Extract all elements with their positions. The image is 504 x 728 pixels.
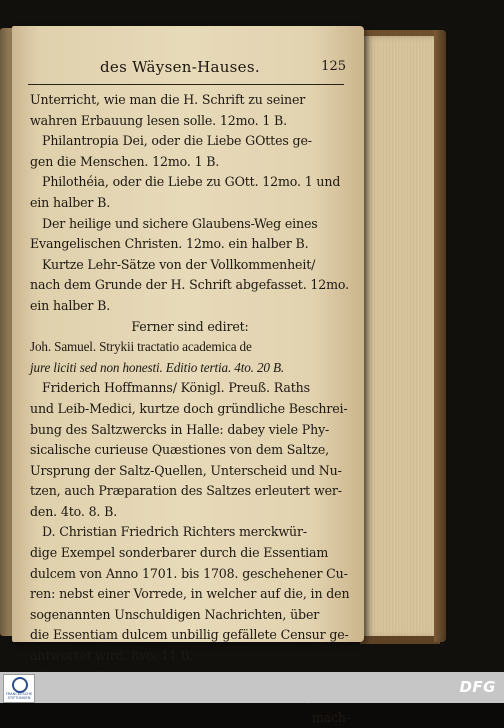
text-line: dige Exempel sonderbarer durch die Essentiam — [30, 545, 329, 561]
running-head: des Wäysen-Hauses. — [100, 58, 260, 76]
text-line: Der heilige und sichere Glaubens-Weg eines — [42, 215, 318, 231]
text-line: antwortet wird. 8vo. 11 B. — [30, 648, 194, 664]
text-line: wahren Erbauung lesen solle. 12mo. 1 B. — [30, 112, 287, 128]
text-line: jure liciti sed non honesti. Editio tertia. 4to. 20 B. — [30, 359, 285, 375]
book-cover-bottom — [360, 636, 440, 644]
text-line: sicalische curieuse Quæstiones von dem Saltze, — [30, 442, 330, 458]
section-heading: Ferner sind ediret: — [131, 318, 249, 334]
text-line: ein halber B. — [30, 297, 111, 313]
text-line: den. 4to. 8. B. — [30, 503, 118, 519]
text-line: Evangelischen Christen. 12mo. ein halber B. — [30, 236, 309, 252]
text-line: D. Christian Friedrich Richters merckwür- — [42, 524, 307, 540]
text-line: Kurtze Lehr-Sätze von der Vollkommenheit/ — [42, 256, 316, 272]
book-cover-edge — [434, 30, 446, 642]
text-line: dulcem von Anno 1701. bis 1708. geschehener Cu- — [30, 565, 348, 581]
page-stack-edge — [362, 34, 438, 640]
text-line: Friderich Hoffmanns/ Königl. Preuß. Raths — [42, 380, 310, 396]
text-line: Joh. Samuel. Strykii tractatio academica de — [30, 339, 252, 355]
viewer-footer-strip — [0, 672, 504, 703]
page-header — [26, 58, 348, 80]
text-line: Philantropia Dei, oder die Liebe GOttes ge- — [42, 133, 312, 149]
text-line: nach dem Grunde der H. Schrift abgefasset. 12mo. — [30, 277, 349, 293]
text-line: ren: nebst einer Vorrede, in welcher auf die, in den — [30, 586, 350, 602]
text-line: gen die Menschen. 12mo. 1 B. — [30, 153, 220, 169]
catchword: mach- — [311, 709, 350, 725]
logo-emblem-icon — [12, 677, 28, 693]
book-cover-top — [360, 30, 440, 36]
text-line: bung des Saltzwercks in Halle: dabey viele Phy- — [30, 421, 330, 437]
page-text — [30, 90, 350, 728]
page-number: 125 — [321, 59, 346, 74]
text-line: tzen, auch Præparation des Saltzes erleutert wer- — [30, 483, 342, 499]
logo-caption: FRANCKESCHE STIFTUNGEN — [5, 692, 33, 700]
text-line: ein halber B. — [30, 194, 111, 210]
franckesche-stiftungen-logo — [3, 674, 35, 703]
header-rule — [28, 84, 344, 85]
text-line: Unterricht, wie man die H. Schrift zu seiner — [30, 92, 306, 107]
text-line: die Essentiam dulcem unbillig gefällete Censur ge- — [30, 627, 349, 643]
dfg-logo: DFG — [459, 678, 496, 696]
text-line: Ursprung der Saltz-Quellen, Unterscheid und Nu- — [30, 462, 342, 478]
text-line: sogenannten Unschuldigen Nachrichten, über — [30, 606, 320, 622]
text-line: Philothéia, oder die Liebe zu GOtt. 12mo. 1 und — [42, 174, 341, 190]
text-line: und Leib-Medici, kurtze doch gründliche Beschrei- — [30, 400, 348, 416]
